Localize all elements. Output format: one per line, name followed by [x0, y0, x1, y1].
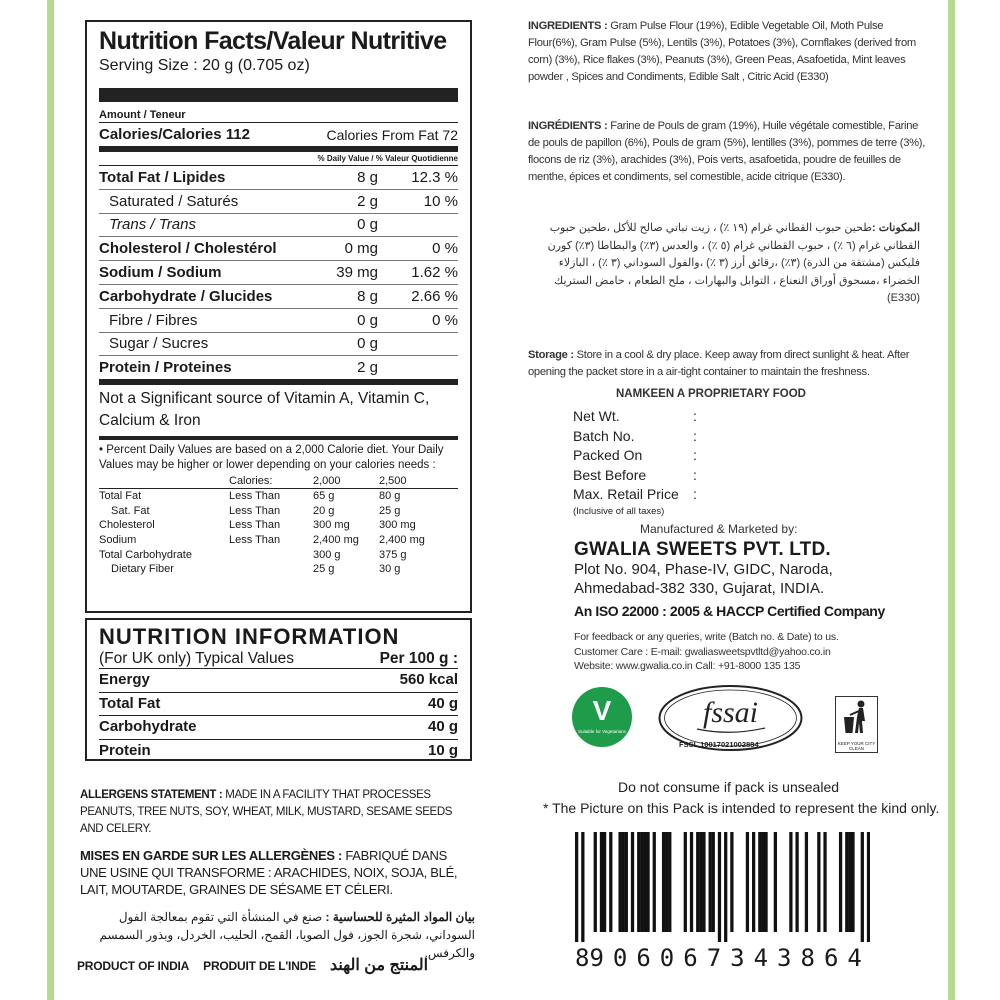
daily-values-footnote: [99, 436, 458, 577]
barcode-bar: [631, 832, 634, 932]
barcode-bar: [817, 832, 820, 932]
barcode-bar: [774, 832, 777, 932]
ingredients-french: [528, 118, 928, 186]
barcode-bar: [696, 832, 699, 932]
pack-info-row: [573, 485, 697, 505]
barcode-bar: [746, 832, 749, 932]
footer-cell: 300 mg: [313, 519, 350, 532]
nutrient-name: Cholesterol / Cholestérol: [99, 240, 277, 258]
company-name: GWALIA SWEETS PVT. LTD.: [574, 539, 831, 560]
barcode-bar: [581, 832, 584, 942]
footer-cell: Total Carbohydrate: [99, 548, 192, 561]
footer-cell: Total Fat: [99, 490, 142, 503]
manufactured-by: Manufactured & Marketed by:: [640, 522, 798, 536]
product-origin: [77, 955, 482, 975]
footer-head-cell: 2,500: [379, 475, 407, 488]
footer-table-row: [99, 548, 458, 563]
barcode: [575, 832, 870, 942]
barcode-first-digit: 8: [575, 944, 590, 972]
vegetarian-icon: [572, 687, 632, 747]
website-line: Website: www.gwalia.co.in Call: +91-8000 135 135: [574, 660, 801, 672]
nutrient-pct: 0 %: [432, 311, 458, 329]
footer-cell: 65 g: [313, 490, 335, 503]
allergens-fr-label: MISES EN GARDE SUR LES ALLERGÈNES :: [80, 848, 343, 863]
nutrient-row: [99, 166, 458, 190]
uk-nutrient-row: [99, 693, 458, 717]
barcode-bar: [795, 832, 798, 932]
footer-cell: 2,400 mg: [313, 533, 359, 546]
uk-nutrient-name: Energy: [99, 671, 150, 688]
footer-cell: 25 g: [379, 504, 401, 517]
barcode-bar: [643, 832, 646, 932]
storage-instructions: [528, 347, 933, 381]
footer-cell: 30 g: [379, 563, 401, 576]
footer-cell: [229, 562, 313, 577]
footer-cell: Less Than: [229, 490, 281, 503]
nutrient-row: [99, 214, 458, 238]
feedback-line: For feedback or any queries, write (Batch no. & Date) to us.: [574, 631, 839, 643]
allergens-section: [80, 787, 475, 962]
footer-cell: 20 g: [313, 504, 335, 517]
barcode-bar: [789, 832, 792, 932]
footer-cell: Dietary Fiber: [111, 563, 174, 576]
barcode-bar: [851, 832, 854, 932]
footer-table-row: [99, 489, 458, 504]
picture-disclaimer: * The Picture on this Pack is intended to represent the kind only.: [543, 800, 940, 816]
barcode-bar: [761, 832, 764, 932]
footer-cell: Sat. Fat: [111, 504, 150, 517]
footer-head-cell: [99, 475, 229, 488]
left-edge-stripe: [47, 0, 54, 1000]
barcode-bar: [699, 832, 702, 932]
unsealed-warning: Do not consume if pack is unsealed: [618, 779, 840, 795]
barcode-bar: [662, 832, 665, 932]
pack-info-row: [573, 466, 697, 486]
barcode-bar: [622, 832, 625, 932]
nutrient-name: Fibre / Fibres: [109, 311, 198, 329]
nutrition-facts-title: Nutrition Facts/Valeur Nutritive: [99, 27, 447, 55]
pack-info-row: [573, 446, 697, 466]
uk-nutrient-value: 10 g: [427, 741, 458, 759]
nutrient-row: [99, 356, 458, 379]
nutrient-pct: 1.62 %: [411, 264, 458, 282]
nutrient-name: Sugar / Sucres: [109, 335, 209, 353]
pack-info-label: Max. Retail Price: [573, 486, 679, 502]
footnote-text: • Percent Daily Values are based on a 2,000 Calorie diet. Your Daily Values may be higher or lower depending on your calories needs :: [99, 444, 444, 472]
footer-cell: 300 mg: [379, 519, 416, 532]
footer-table-row: [99, 518, 458, 533]
barcode-bar: [730, 832, 733, 932]
pack-info: [573, 407, 697, 518]
nutrient-qty: 2 g: [357, 192, 378, 210]
nutrient-qty: 0 mg: [344, 240, 378, 258]
allergens-ar-label: بيان المواد المثيرة للحساسية :: [325, 910, 475, 924]
footer-cell: Cholesterol: [99, 519, 155, 532]
customer-care-line: Customer Care : E-mail: gwaliasweetspvtltd@yahoo.co.in: [574, 645, 831, 658]
barcode-bar: [668, 832, 671, 932]
fssai-text: fssai: [702, 696, 759, 729]
barcode-bar: [640, 832, 643, 932]
litter-bin-icon: [835, 696, 878, 753]
nutrient-row: [99, 237, 458, 261]
storage-text: Store in a cool & dry place. Keep away from direct sunlight & heat. After opening the packet store in a air-tight container to maintain the freshness.: [528, 349, 910, 378]
allergens-french: [80, 847, 475, 898]
allergens-english: [80, 787, 475, 838]
allergens-arabic: [80, 908, 475, 962]
origin-french: PRODUIT DE L'INDE: [203, 959, 316, 973]
pack-info-value: :: [693, 427, 697, 444]
calories-row: [99, 122, 458, 146]
barcode-bar: [845, 832, 848, 932]
barcode-bar: [752, 832, 755, 932]
iso-certification: An ISO 22000 : 2005 & HACCP Certified Company: [574, 603, 885, 619]
footer-cell: Less Than: [229, 504, 281, 517]
pack-info-row: [573, 427, 697, 447]
barcode-bar: [724, 832, 727, 942]
allergens-en-text: MADE IN A FACILITY THAT PROCESSES PEANUTS, TREE NUTS, SOY, WHEAT, MILK, MUSTARD, SESAME SEEDS AND CELERY.: [80, 789, 453, 835]
uk-typical-values: (For UK only) Typical Values: [99, 650, 294, 667]
footer-cell: 2,400 mg: [379, 533, 425, 546]
nutrient-name: Carbohydrate / Glucides: [99, 287, 273, 305]
nutrition-facts-panel: [85, 20, 472, 613]
barcode-bar: [805, 832, 808, 932]
barcode-bar: [709, 832, 712, 932]
ingredients-ar-text: طحين حبوب القطاني غرام (١٩ ٪) ، زيت نباتي صالح للأكل ،طحين حبوب القطاني غرام (٦ ٪) ، حبوب القطاني غرام (٥ ٪) ، والعدس (٣٪) والبطاطا (٣٪) كورن فليكس (مشتقة من الذرة) (٣٪) ،رقائق أرز (٣ ٪) ،والفول السوداني (٣ ٪) ، البازلاء الخضراء ،مسحوق أوراق النعناع ، التوابل والبهارات ، ملح الطعام ، حامض الستريك (E330): [547, 222, 920, 305]
pack-info-value: :: [693, 466, 697, 483]
uk-nutrient-row: [99, 669, 458, 693]
footer-cell: 375 g: [379, 548, 407, 561]
footer-table-row: [99, 562, 458, 577]
nutrient-qty: 0 g: [357, 311, 378, 329]
nutrient-row: [99, 261, 458, 285]
nutrient-qty: 0 g: [357, 216, 378, 234]
footer-table-row: [99, 504, 458, 519]
barcode-bar: [867, 832, 870, 942]
nutrient-name: Sodium / Sodium: [99, 264, 222, 282]
origin-arabic: المنتج من الهند: [329, 957, 429, 974]
calories-from-fat: Calories From Fat 72: [326, 127, 458, 143]
veg-text: Suitable for Vegetarians: [578, 729, 626, 734]
pack-info-value: :: [693, 447, 697, 463]
ingredients-arabic: [528, 220, 920, 308]
uk-nutrient-row: [99, 740, 458, 763]
footer-cell: 25 g: [313, 563, 335, 576]
barcode-bar: [646, 832, 649, 932]
ingredients-en-label: INGREDIENTS :: [528, 20, 608, 32]
footer-cell: 300 g: [313, 548, 341, 561]
not-significant-note: Not a Significant source of Vitamin A, Vitamin C, Calcium & Iron: [99, 379, 458, 432]
barcode-bar: [718, 832, 721, 942]
nutrient-row: [99, 285, 458, 309]
barcode-bar: [702, 832, 705, 932]
barcode-bar: [665, 832, 668, 932]
footer-cell: [229, 548, 313, 563]
ingredients-fr-text: Farine de Pouls de gram (19%), Huile végétale comestible, Farine de pouls de papillon (6%), Pouls de gram (5%), lentilles (3%), pommes de terre (3%), flocons de riz (3%), arachides (3%), Pois verts, asafoetida, poudre de feuilles de menthe, épices et condiments, sel comestible, acide citrique (E330).: [528, 120, 926, 183]
allergens-fr-text: FABRIQUÉ DANS UNE USINE QUI TRANSFORME : ARACHIDES, NOIX, SOJA, BLÉ, LAIT, MOUTARDE, GRAINES DE SÉSAME ET CÉLERI.: [80, 848, 458, 897]
nutrient-pct: 2.66 %: [411, 287, 458, 305]
barcode-bar: [625, 832, 628, 932]
barcode-bar: [690, 832, 693, 932]
company-address: [574, 560, 833, 598]
uk-nutrient-name: Total Fat: [99, 694, 161, 712]
person-bin-glyph: [836, 697, 877, 741]
barcode-bar: [684, 832, 687, 932]
uk-nutrition-subtitle: [99, 650, 458, 669]
uk-per-100g: Per 100 g :: [379, 650, 458, 667]
allergens-ar-text: صنع في المنشأة التي تقوم بمعالجة الفول السوداني، شجرة الجوز، فول الصويا، القمح، الحليب، الخردل، وبذور السمسم والكرفس.: [99, 910, 475, 960]
allergens-en-label: ALLERGENS STATEMENT :: [80, 789, 223, 801]
footer-head-cell: 2,000: [313, 475, 341, 488]
city-clean-text: KEEP YOUR CITY CLEAN: [837, 741, 876, 751]
uk-nutrient-value: 40 g: [427, 718, 458, 735]
nutrient-row: [99, 309, 458, 333]
barcode-bar: [758, 832, 761, 932]
barcode-bar: [637, 832, 640, 932]
storage-label: Storage :: [528, 349, 574, 361]
pack-info-label: Packed On: [573, 447, 643, 463]
ingredients-english: [528, 18, 928, 86]
uk-nutrient-value: 40 g: [427, 694, 458, 712]
barcode-bar: [712, 832, 715, 932]
nutrient-qty: 2 g: [357, 359, 378, 377]
ingredients-ar-label: المكونات :: [871, 222, 920, 234]
pack-info-label: Best Before: [573, 466, 647, 483]
pack-info-label: Batch No.: [573, 427, 635, 444]
proprietary-food-label: NAMKEEN A PROPRIETARY FOOD: [616, 388, 806, 400]
ingredients-en-text: Gram Pulse Flour (19%), Edible Vegetable Oil, Moth Pulse Flour(6%), Gram Pulse (5%), Lentils (3%), Potatoes (3%), Cornflakes (derived from corn) (3%), Rice flakes (3%), Peanuts (3%), Green Peas, Asafoetida, Mint leaves powder , Spices and Condiments, Edible Salt , Citric Acid (E330): [528, 20, 916, 83]
nutrient-pct: 10 %: [423, 192, 458, 210]
uk-nutrient-name: Carbohydrate: [99, 718, 197, 735]
ingredients-fr-label: INGRÉDIENTS :: [528, 120, 608, 132]
footer-table-row: [99, 533, 458, 548]
calories: Calories/Calories 112: [99, 126, 250, 143]
barcode-bar: [839, 832, 842, 932]
barcode-bar: [618, 832, 621, 932]
uk-nutrition-title: NUTRITION INFORMATION: [99, 624, 400, 649]
uk-nutrition-panel: [85, 618, 472, 761]
nutrient-qty: 8 g: [357, 287, 378, 305]
thick-rule: [99, 88, 458, 102]
nutrient-name: Trans / Trans: [109, 216, 196, 234]
inclusive-taxes: (Inclusive of all taxes): [573, 505, 665, 517]
barcode-bar: [603, 832, 606, 932]
barcode-bar: [575, 832, 578, 942]
nutrient-name: Saturated / Saturés: [109, 192, 239, 210]
uk-nutrient-value: 560 kcal: [399, 671, 458, 688]
barcode-bar: [600, 832, 603, 932]
address-line: Plot No. 904, Phase-IV, GIDC, Naroda,: [574, 561, 833, 578]
nutrient-name: Protein / Proteines: [99, 359, 232, 377]
barcode-bar: [823, 832, 826, 932]
origin-english: PRODUCT OF INDIA: [77, 959, 190, 973]
amount-label: Amount / Teneur: [99, 109, 186, 121]
nutrient-pct: 0 %: [432, 240, 458, 258]
pack-info-value: :: [693, 408, 697, 424]
barcode-right-group: 343864: [730, 944, 871, 972]
barcode-bar: [848, 832, 851, 932]
nutrient-qty: 0 g: [357, 335, 378, 353]
footer-cell: 80 g: [379, 490, 401, 503]
barcode-bar: [764, 832, 767, 932]
serving-size: Serving Size : 20 g (0.705 oz): [99, 57, 310, 74]
footer-cell: Less Than: [229, 533, 281, 546]
uk-nutrient-row: [99, 716, 458, 740]
nutrient-pct: 12.3 %: [411, 168, 458, 186]
pack-info-label: Net Wt.: [573, 408, 620, 424]
barcode-digits: [575, 944, 870, 972]
contact-info: [574, 630, 839, 674]
barcode-bar: [861, 832, 864, 942]
barcode-bar: [609, 832, 612, 932]
nutrient-row: [99, 333, 458, 357]
pack-info-value: :: [693, 486, 697, 502]
pack-info-row: [573, 407, 697, 427]
footer-table-header: [99, 475, 458, 489]
barcode-bar: [653, 832, 656, 932]
nutrient-qty: 39 mg: [336, 264, 378, 282]
footer-head-cell: Calories:: [229, 475, 273, 488]
nutrient-qty: 8 g: [357, 168, 378, 186]
daily-value-header: % Daily Value / % Valeur Quotidienne: [99, 152, 458, 166]
right-edge-stripe: [948, 0, 955, 1000]
footer-cell: Sodium: [99, 533, 137, 546]
fssai-license: FSSL 10017021002884: [679, 740, 759, 749]
nutrient-row: [99, 190, 458, 214]
barcode-left-group: 906067: [589, 944, 731, 972]
veg-symbol: V: [592, 695, 612, 726]
barcode-bar: [594, 832, 597, 932]
uk-nutrient-name: Protein: [99, 741, 151, 759]
nutrient-name: Total Fat / Lipides: [99, 168, 226, 186]
footer-cell: Less Than: [229, 519, 281, 532]
address-line: Ahmedabad-382 330, Gujarat, INDIA.: [574, 580, 825, 597]
